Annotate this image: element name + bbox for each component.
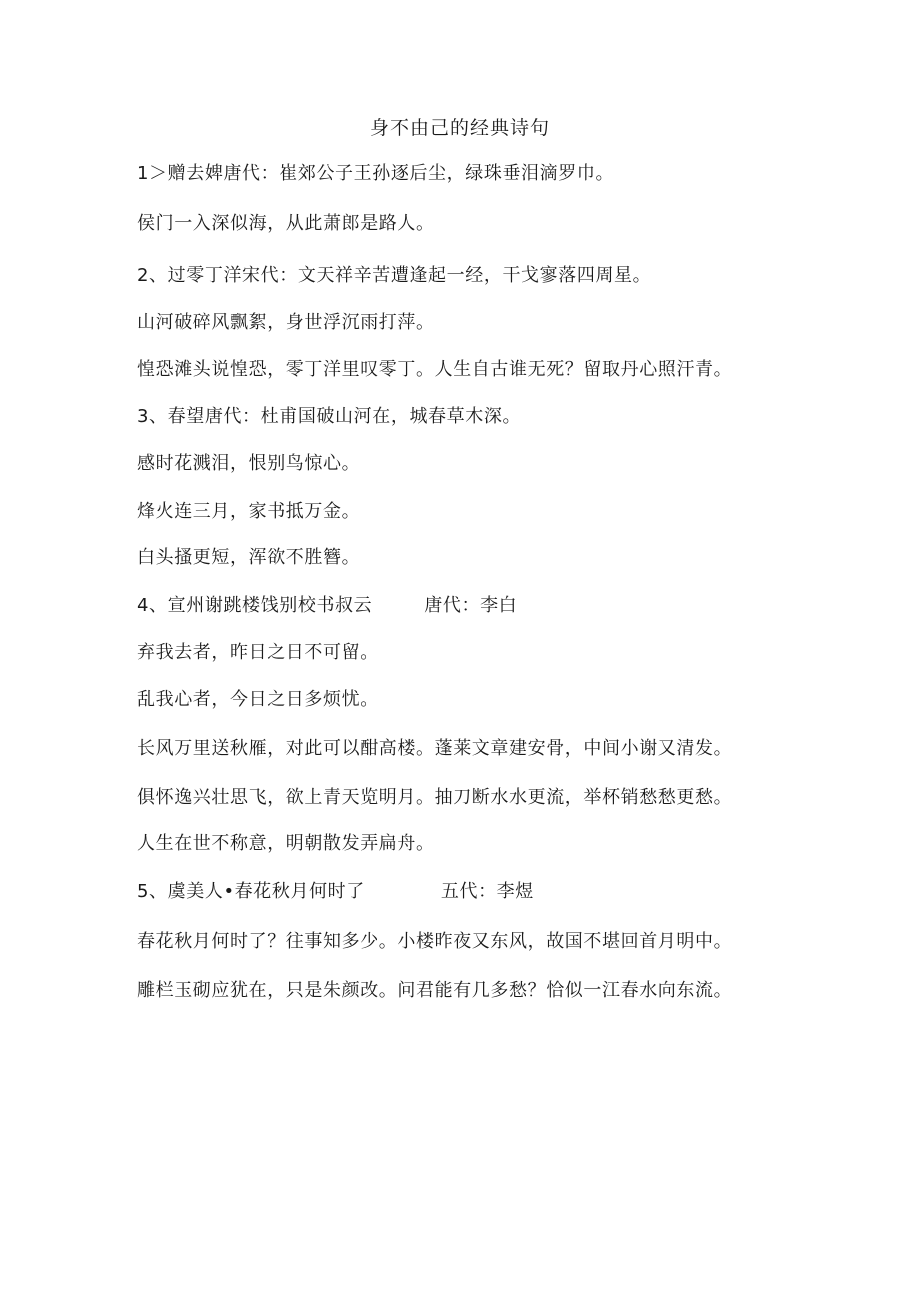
poem2-line: 惶恐滩头说惶恐，零丁洋里叹零丁。人生自古谁无死？留取丹心照汗青。 <box>137 359 733 380</box>
poem4-heading <box>137 594 517 618</box>
poem5-author: 五代：李煜 <box>440 881 534 902</box>
poem4-line: 人生在世不称意，明朝散发弄扁舟。 <box>137 833 435 854</box>
poem1-line: 侯门一入深似海，从此萧郎是路人。 <box>137 213 435 234</box>
poem5-title: 5、虞美人•春花秋月何时了 <box>137 881 365 902</box>
poem4-line: 乱我心者，今日之日多烦忧。 <box>137 689 379 710</box>
poem5-line: 春花秋月何时了？往事知多少。小楼昨夜又东风，故国不堪回首月明中。 <box>137 931 733 952</box>
poem2-heading-line: 2、过零丁洋宋代：文天祥辛苦遭逢起一经，干戈寥落四周星。 <box>137 265 652 286</box>
poem4-line: 弃我去者，昨日之日不可留。 <box>137 642 379 663</box>
document-title: 身不由己的经典诗句 <box>369 117 550 139</box>
poem4-author: 唐代：李白 <box>424 595 518 616</box>
poem4-title: 4、宣州谢跳楼饯别校书叔云 <box>137 595 373 616</box>
poem3-line: 白头搔更短，浑欲不胜簪。 <box>137 547 361 568</box>
poem4-line: 俱怀逸兴壮思飞，欲上青天览明月。抽刀断水水更流，举杯销愁愁更愁。 <box>137 787 733 808</box>
poem2-line: 山河破碎风飘絮，身世浮沉雨打萍。 <box>137 312 435 333</box>
poem1-heading-line: 1＞赠去婢唐代：崔郊公子王孙逐后尘，绿珠垂泪滴罗巾。 <box>137 163 615 184</box>
poem3-line: 烽火连三月，家书抵万金。 <box>137 501 361 522</box>
poem3-line: 感时花溅泪，恨别鸟惊心。 <box>137 453 361 474</box>
poem5-heading <box>137 880 534 904</box>
poem4-line: 长风万里送秋雁，对此可以酣高楼。蓬莱文章建安骨，中间小谢又清发。 <box>137 738 733 759</box>
poem5-line: 雕栏玉砌应犹在，只是朱颜改。问君能有几多愁？恰似一江春水向东流。 <box>137 980 733 1001</box>
poem3-heading-line: 3、春望唐代：杜甫国破山河在，城春草木深。 <box>137 406 522 427</box>
